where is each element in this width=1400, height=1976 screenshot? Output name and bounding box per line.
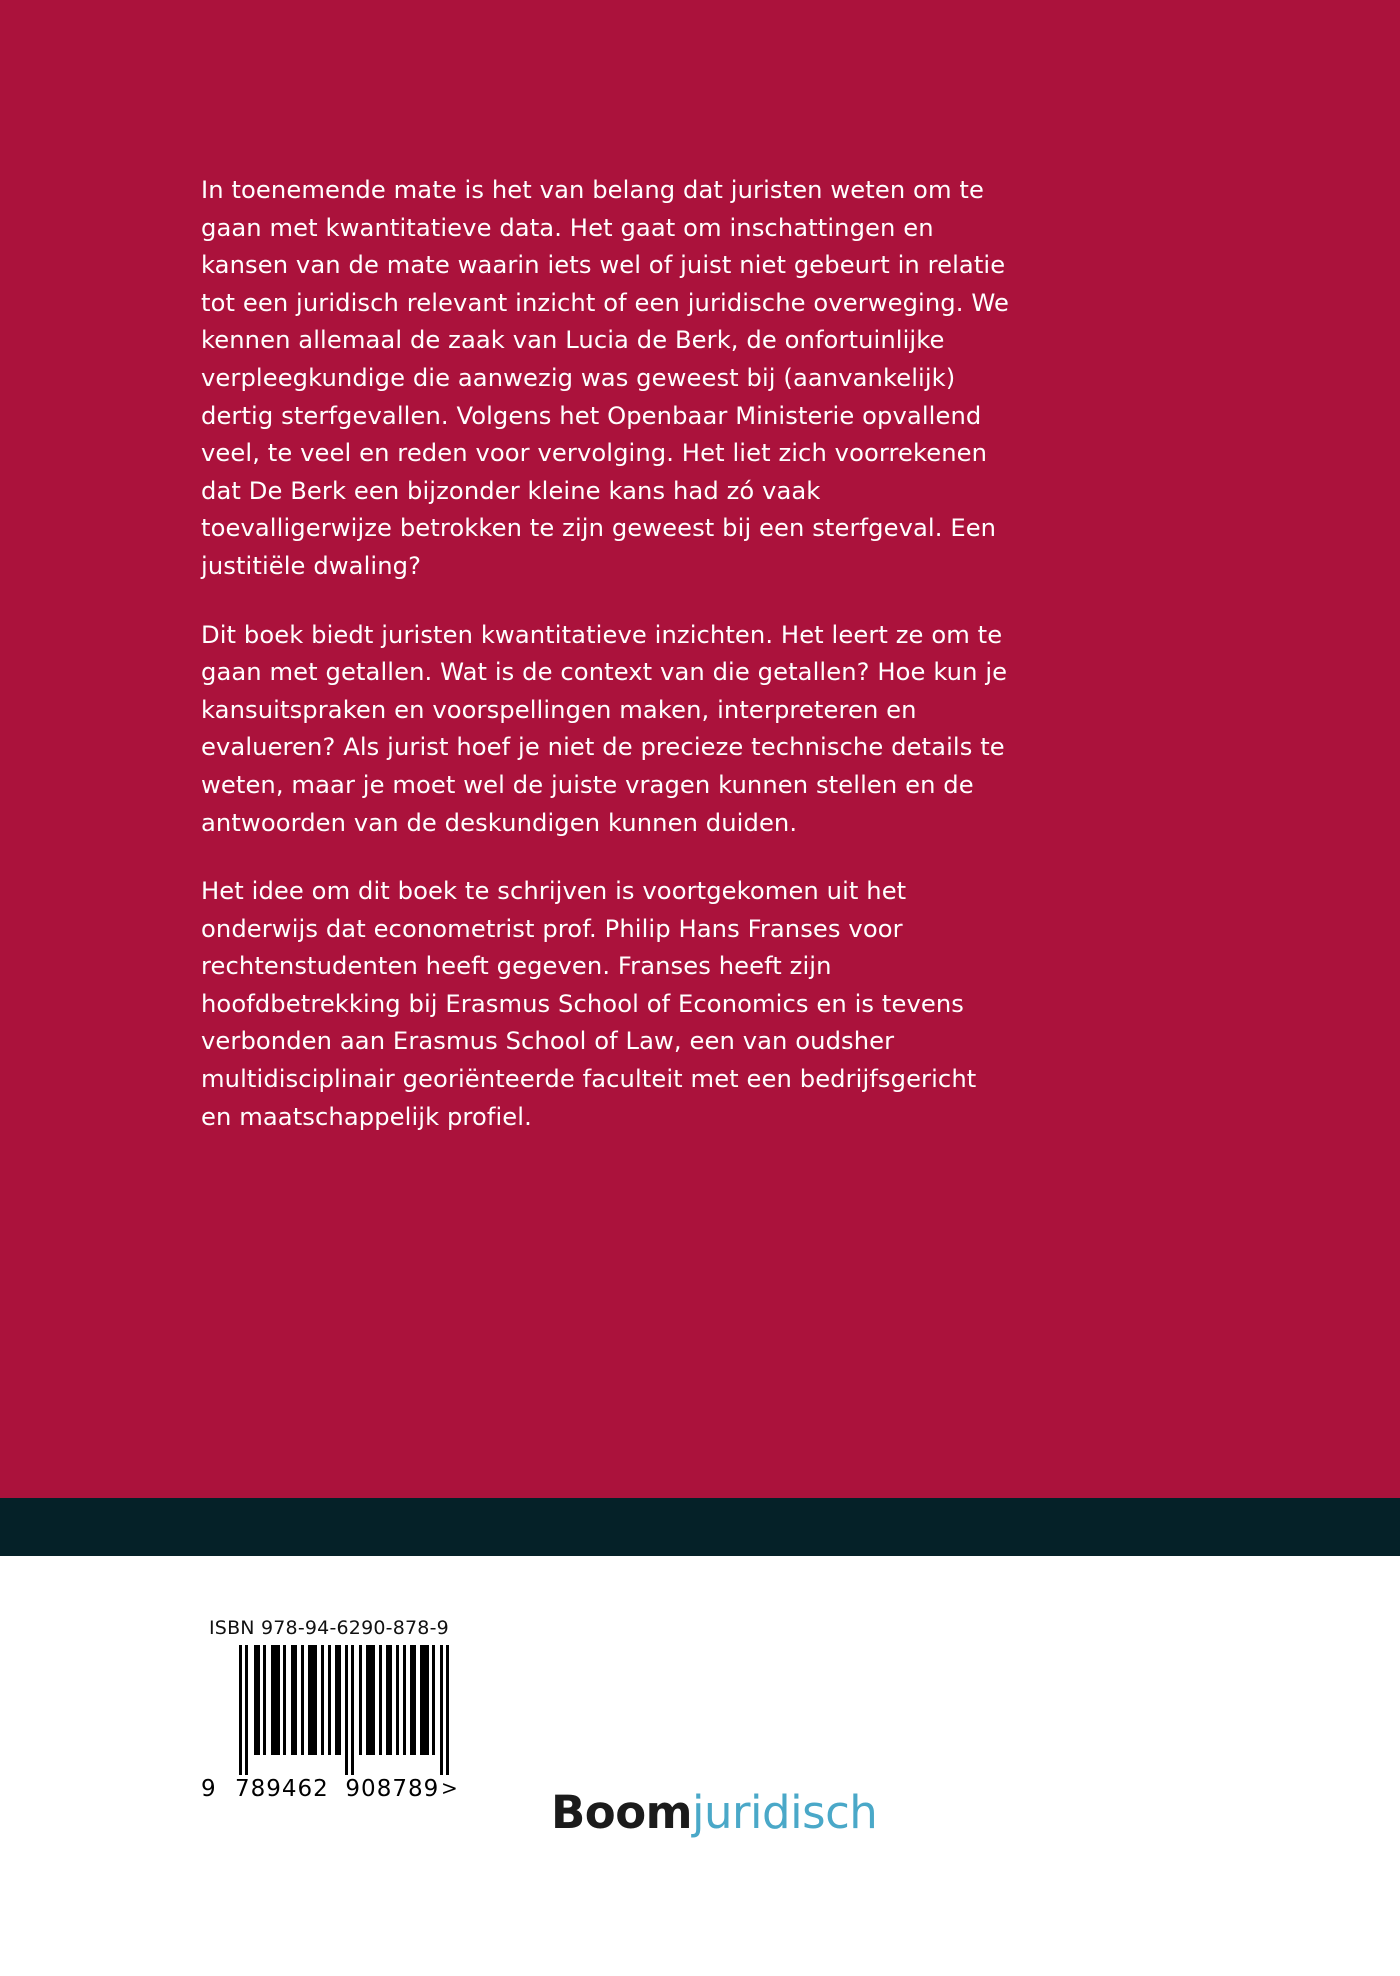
blurb-paragraph-2: Dit boek biedt juristen kwantitatieve inzichten. Het leert ze om te gaan met getallen. Wat is de context van die getallen? Hoe kun je kansuitspraken en voorspellingen maken, interpreteren en evalueren? Als jurist hoef je niet de precieze technische details te weten, maar je moet wel de juiste vragen kunnen stellen en de antwoorden van de deskundigen kunnen duiden.	[201, 620, 1008, 837]
publisher-name-boom: Boom	[551, 1786, 693, 1839]
publisher-name-juridisch: juridisch	[692, 1786, 878, 1839]
barcode-digits	[201, 1776, 475, 1802]
blurb-paragraph-1: In toenemende mate is het van belang dat juristen weten om te gaan met kwantitatieve data. Het gaat om inschattingen en kansen van de mate waarin iets wel of juist niet gebeurt in relatie tot een juridisch relevant inzicht of een juridische overweging. We kennen allemaal de zaak van Lucia de Berk, de onfortuinlijke verpleegkundige die aanwezig was geweest bij (aanvankelijk) dertig sterfgevallen. Volgens het Openbaar Ministerie opvallend veel, te veel en reden voor vervolging. Het liet zich voorrekenen dat De Berk een bijzonder kleine kans had zó vaak toevalligerwijze betrokken te zijn geweest bij een sterfgeval. Een justitiële dwaling?	[201, 176, 1009, 580]
dark-accent-band	[0, 1498, 1400, 1556]
barcode-bars	[209, 1645, 475, 1775]
publisher-logo	[551, 1786, 877, 1839]
isbn-label: ISBN 978-94-6290-878-9	[209, 1617, 449, 1639]
back-cover-blurb	[201, 172, 1013, 1136]
barcode-digit-left: 9	[201, 1776, 217, 1802]
blurb-paragraph-3: Het idee om dit boek te schrijven is voortgekomen uit het onderwijs dat econometrist prof. Philip Hans Franses voor rechtenstudenten heeft gegeven. Franses heeft zijn hoofdbetrekking bij Erasmus School of Economics en is tevens verbonden aan Erasmus School of Law, een van oudsher multidisciplinair georiënteerde faculteit met een bedrijfsgericht en maatschappelijk profiel.	[201, 877, 977, 1131]
isbn-barcode-block	[201, 1617, 479, 1803]
barcode	[201, 1645, 475, 1803]
barcode-digit-main: 789462 908789	[235, 1776, 440, 1802]
barcode-digit-right: >	[441, 1776, 459, 1800]
